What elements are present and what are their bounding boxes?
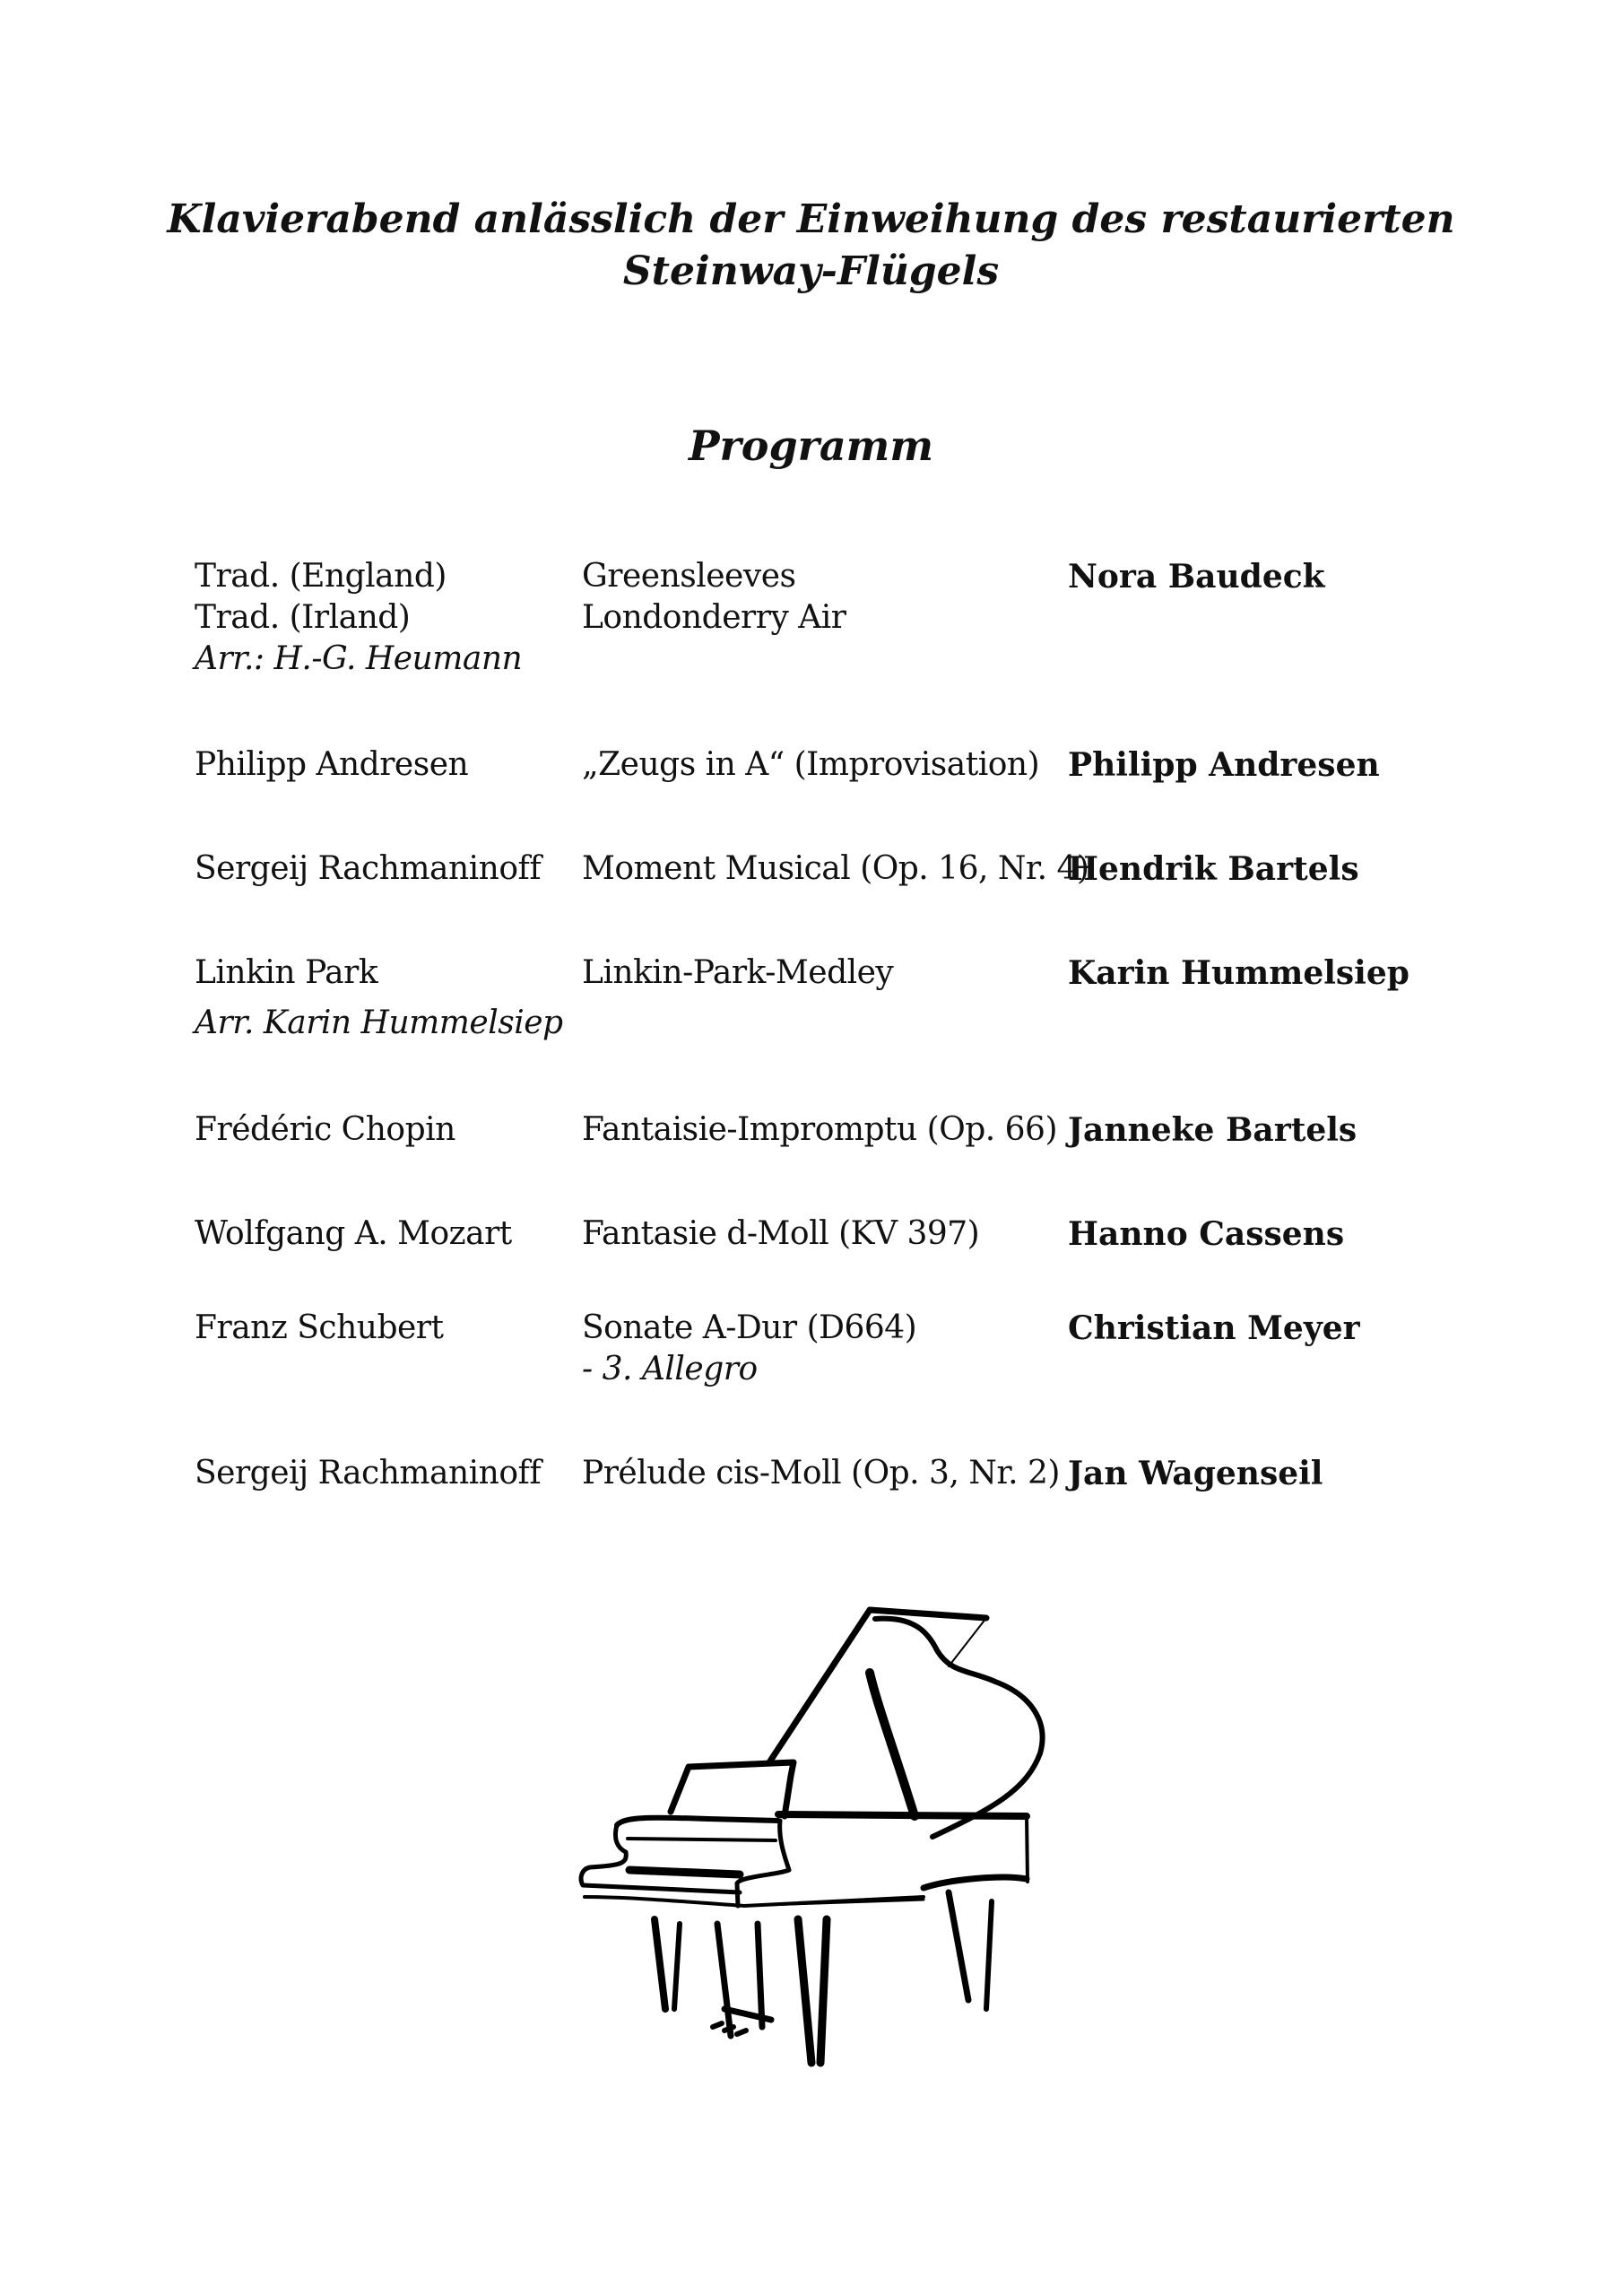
composer: Franz Schubert bbox=[195, 1309, 444, 1346]
performer: Janneke Bartels bbox=[1068, 1111, 1357, 1149]
performer: Philipp Andresen bbox=[1068, 746, 1380, 784]
document-title-line-2: Steinway-Flügels bbox=[622, 248, 1000, 294]
piece-title: Greensleeves bbox=[582, 558, 796, 595]
piece-title: Londonderry Air bbox=[582, 599, 846, 636]
performer: Christian Meyer bbox=[1068, 1309, 1360, 1347]
performer: Jan Wagenseil bbox=[1068, 1455, 1323, 1492]
piece-title: „Zeugs in A“ (Improvisation) bbox=[582, 746, 1040, 783]
performer: Hanno Cassens bbox=[1068, 1215, 1345, 1253]
composer: Trad. (Irland) bbox=[195, 599, 411, 636]
piece-title: Prélude cis-Moll (Op. 3, Nr. 2) bbox=[582, 1455, 1060, 1492]
movement: - 3. Allegro bbox=[582, 1351, 758, 1387]
composer: Trad. (England) bbox=[195, 558, 447, 595]
piece-cell bbox=[582, 556, 1066, 639]
performer: Karin Hummelsiep bbox=[1068, 954, 1409, 992]
composer: Frédéric Chopin bbox=[195, 1111, 455, 1148]
arranger: Arr. Karin Hummelsiep bbox=[195, 1004, 563, 1041]
performer: Hendrik Bartels bbox=[1068, 850, 1359, 888]
program-heading: Programm bbox=[688, 422, 934, 470]
composer: Sergeij Rachmaninoff bbox=[195, 1455, 542, 1492]
composer: Sergeij Rachmaninoff bbox=[195, 850, 542, 887]
arranger: Arr.: H.-G. Heumann bbox=[195, 640, 523, 677]
composer: Linkin Park bbox=[195, 954, 378, 991]
grand-piano-icon bbox=[574, 1596, 1076, 2179]
composer: Philipp Andresen bbox=[195, 746, 469, 783]
composer-cell bbox=[195, 556, 580, 680]
piece-title: Moment Musical (Op. 16, Nr. 4) bbox=[582, 850, 1089, 887]
piece-title: Linkin-Park-Medley bbox=[582, 954, 894, 991]
piece-title: Fantasie d-Moll (KV 397) bbox=[582, 1215, 980, 1252]
composer: Wolfgang A. Mozart bbox=[195, 1215, 512, 1252]
piece-title: Sonate A-Dur (D664) bbox=[582, 1309, 917, 1346]
performer: Nora Baudeck bbox=[1068, 558, 1325, 596]
document-title-line-1: Klavierabend anlässlich der Einweihung des restaurierten bbox=[167, 196, 1455, 242]
piece-title: Fantaisie-Impromptu (Op. 66) bbox=[582, 1111, 1057, 1148]
